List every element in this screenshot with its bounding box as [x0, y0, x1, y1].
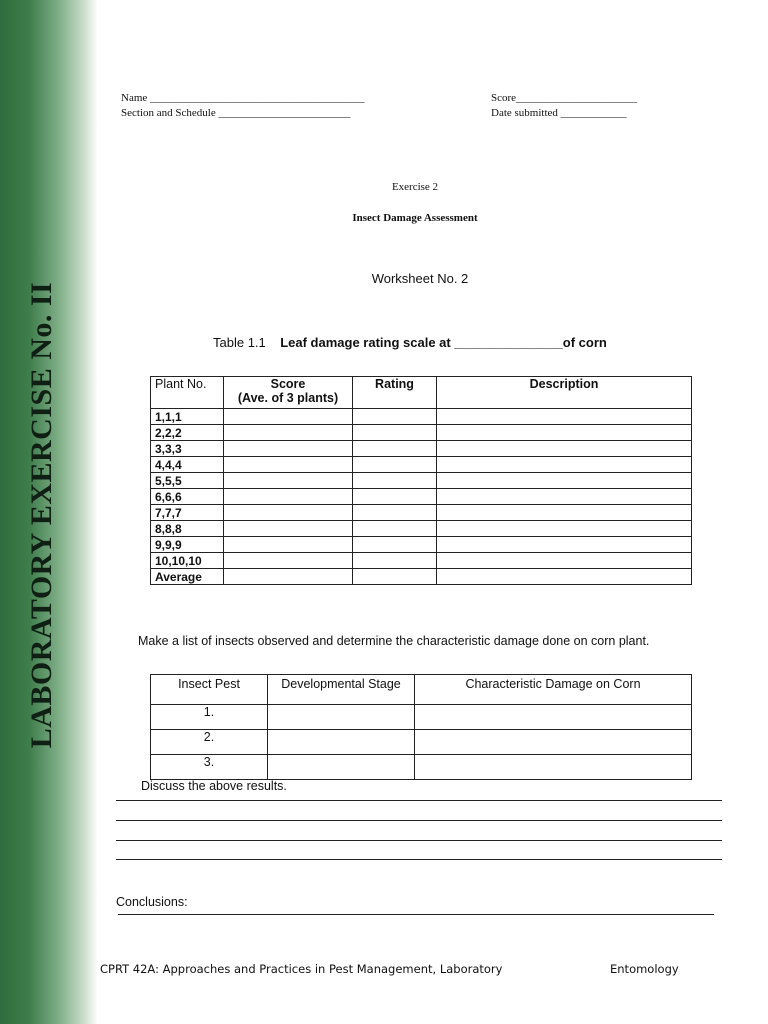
description-cell	[437, 457, 692, 473]
description-cell	[437, 489, 692, 505]
table-header-row	[151, 675, 692, 705]
col-insect-pest: Insect Pest	[151, 675, 268, 705]
answer-line	[116, 859, 722, 860]
footer-subject: Entomology	[610, 962, 679, 976]
table-row	[151, 521, 692, 537]
rating-cell	[353, 425, 437, 441]
damage-cell	[415, 705, 692, 730]
damage-cell	[415, 755, 692, 780]
damage-cell	[415, 730, 692, 755]
stage-cell	[268, 730, 415, 755]
description-cell	[437, 521, 692, 537]
table-row	[151, 441, 692, 457]
score-cell	[224, 425, 353, 441]
answer-line	[116, 800, 722, 801]
table-row	[151, 705, 692, 730]
rating-cell	[353, 457, 437, 473]
table-row	[151, 569, 692, 585]
footer-course: CPRT 42A: Approaches and Practices in Pest Management, Laboratory	[100, 962, 503, 976]
col-rating: Rating	[353, 377, 437, 409]
description-cell	[437, 425, 692, 441]
description-cell	[437, 505, 692, 521]
name-field: Name _______________________________________	[121, 92, 365, 104]
instruction-text: Make a list of insects observed and determine the characteristic damage done on corn plant.	[138, 634, 650, 648]
description-cell	[437, 441, 692, 457]
worksheet-title: Worksheet No. 2	[371, 271, 469, 286]
answer-line	[116, 840, 722, 841]
plant-no-cell: 4,4,4	[151, 457, 224, 473]
plant-no-cell: 6,6,6	[151, 489, 224, 505]
table-caption	[213, 335, 607, 350]
score-cell	[224, 569, 353, 585]
plant-no-cell: 1,1,1	[151, 409, 224, 425]
table-row	[151, 409, 692, 425]
description-cell	[437, 553, 692, 569]
exercise-topic: Insect Damage Assessment	[352, 212, 478, 224]
discuss-prompt: Discuss the above results.	[141, 779, 287, 793]
insect-pest-cell: 2.	[151, 730, 268, 755]
description-cell	[437, 473, 692, 489]
answer-line	[116, 820, 722, 821]
rating-cell	[353, 441, 437, 457]
plant-no-cell: 9,9,9	[151, 537, 224, 553]
plant-no-cell: 5,5,5	[151, 473, 224, 489]
rating-cell	[353, 505, 437, 521]
description-cell	[437, 537, 692, 553]
score-cell	[224, 489, 353, 505]
score-cell	[224, 409, 353, 425]
table-header-row	[151, 377, 692, 409]
plant-no-cell: 7,7,7	[151, 505, 224, 521]
score-cell	[224, 505, 353, 521]
rating-cell	[353, 489, 437, 505]
rating-cell	[353, 521, 437, 537]
col-plant-no: Plant No.	[151, 377, 224, 409]
plant-no-cell: Average	[151, 569, 224, 585]
date-field: Date submitted ____________	[491, 107, 627, 119]
score-cell	[224, 521, 353, 537]
description-cell	[437, 409, 692, 425]
score-cell	[224, 441, 353, 457]
conclusion-line	[118, 914, 714, 915]
rating-cell	[353, 569, 437, 585]
plant-no-cell: 8,8,8	[151, 521, 224, 537]
rating-cell	[353, 409, 437, 425]
score-field: Score______________________	[491, 92, 638, 104]
sidebar-title: LABORATORY EXERCISE No. II	[25, 281, 58, 749]
table-row	[151, 537, 692, 553]
score-cell	[224, 537, 353, 553]
plant-no-cell: 3,3,3	[151, 441, 224, 457]
score-cell	[224, 457, 353, 473]
conclusions-label: Conclusions:	[116, 895, 188, 909]
plant-no-cell: 10,10,10	[151, 553, 224, 569]
rating-cell	[353, 553, 437, 569]
col-developmental-stage: Developmental Stage	[268, 675, 415, 705]
insect-pest-table	[150, 674, 692, 780]
col-description: Description	[437, 377, 692, 409]
description-cell	[437, 569, 692, 585]
score-cell	[224, 553, 353, 569]
col-characteristic-damage: Characteristic Damage on Corn	[415, 675, 692, 705]
table-row	[151, 553, 692, 569]
table-row	[151, 505, 692, 521]
table-row	[151, 755, 692, 780]
table-row	[151, 473, 692, 489]
table-row	[151, 457, 692, 473]
table-row	[151, 489, 692, 505]
table-label: Table 1.1	[213, 335, 266, 350]
col-score	[224, 377, 353, 409]
table-row	[151, 730, 692, 755]
score-cell	[224, 473, 353, 489]
insect-pest-cell: 1.	[151, 705, 268, 730]
insect-pest-cell: 3.	[151, 755, 268, 780]
col-score-label: Score	[270, 377, 306, 391]
leaf-damage-table	[150, 376, 692, 585]
section-field: Section and Schedule ________________________	[121, 107, 351, 119]
rating-cell	[353, 537, 437, 553]
table-caption-text: Leaf damage rating scale at _______________of corn	[280, 335, 607, 350]
table-row	[151, 425, 692, 441]
rating-cell	[353, 473, 437, 489]
col-score-sub: (Ave. of 3 plants)	[237, 391, 339, 405]
sidebar-band	[0, 0, 98, 1024]
stage-cell	[268, 755, 415, 780]
stage-cell	[268, 705, 415, 730]
exercise-number: Exercise 2	[391, 181, 439, 193]
plant-no-cell: 2,2,2	[151, 425, 224, 441]
